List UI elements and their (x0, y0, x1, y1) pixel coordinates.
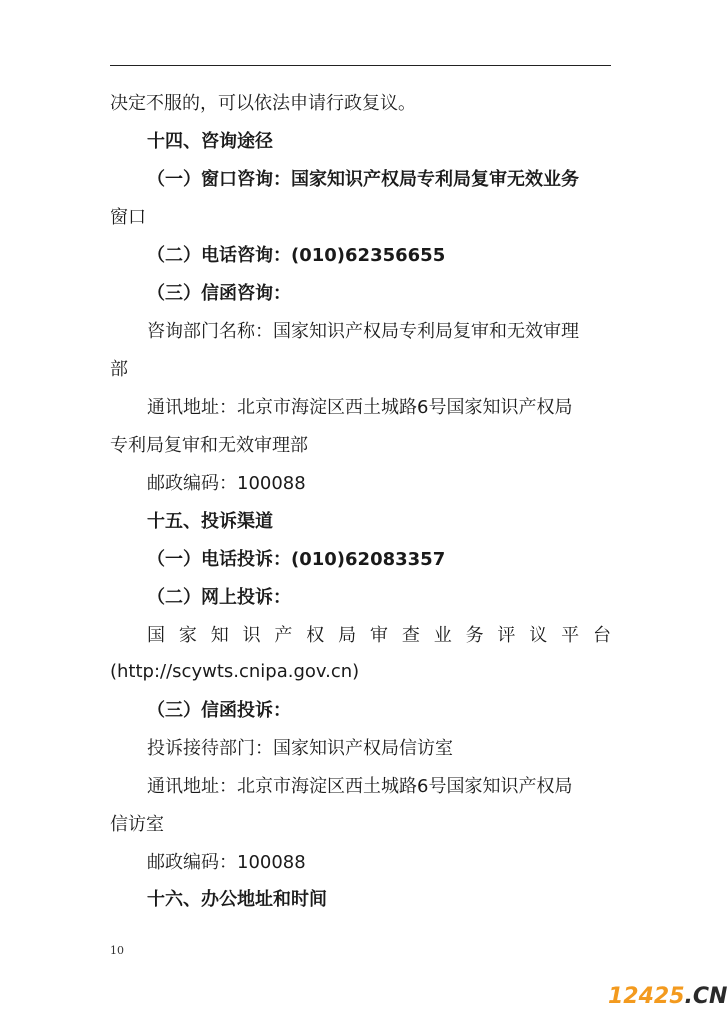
mailing-address-line: 通讯地址：北京市海淀区西土城路6号国家知识产权局 (147, 397, 573, 418)
body-line: 专利局复审和无效审理部 (110, 435, 308, 456)
letter-consultation-heading: （三）信函咨询： (147, 283, 291, 304)
complaint-department-line: 投诉接待部门：国家知识产权局信访室 (147, 738, 453, 759)
review-platform-line (147, 624, 611, 648)
consultation-department-line: 咨询部门名称：国家知识产权局专利局复审和无效审理 (147, 321, 579, 342)
section-heading-14: 十四、咨询途径 (147, 131, 273, 152)
watermark-logo (608, 983, 727, 1011)
online-complaint-heading: （二）网上投诉： (147, 587, 291, 608)
phone-consultation-line: （二）电话咨询：(010)62356655 (147, 245, 446, 266)
letter-complaint-heading: （三）信函投诉： (147, 700, 291, 721)
page-number: 10 (110, 944, 124, 957)
review-platform-name: 国家知识产权局审查业务评议平台 (147, 625, 611, 646)
postal-code-line: 邮政编码：100088 (147, 852, 306, 873)
mailing-address-line: 通讯地址：北京市海淀区西土城路6号国家知识产权局 (147, 776, 573, 797)
phone-complaint-line: （一）电话投诉：(010)62083357 (147, 549, 446, 570)
watermark-digits: 12425 (608, 984, 685, 1009)
section-heading-15: 十五、投诉渠道 (147, 511, 273, 532)
window-consultation-line: （一）窗口咨询：国家知识产权局专利局复审无效业务 (147, 169, 579, 190)
watermark-suffix: .CN (684, 984, 727, 1009)
body-line: 决定不服的，可以依法申请行政复议。 (110, 93, 416, 114)
header-rule (110, 65, 611, 66)
section-heading-16: 十六、办公地址和时间 (147, 889, 327, 910)
postal-code-line: 邮政编码：100088 (147, 473, 306, 494)
platform-url[interactable]: (http://scywts.cnipa.gov.cn) (110, 661, 360, 682)
body-line: 部 (110, 359, 128, 380)
body-line: 窗口 (110, 207, 146, 228)
body-line: 信访室 (110, 814, 164, 835)
